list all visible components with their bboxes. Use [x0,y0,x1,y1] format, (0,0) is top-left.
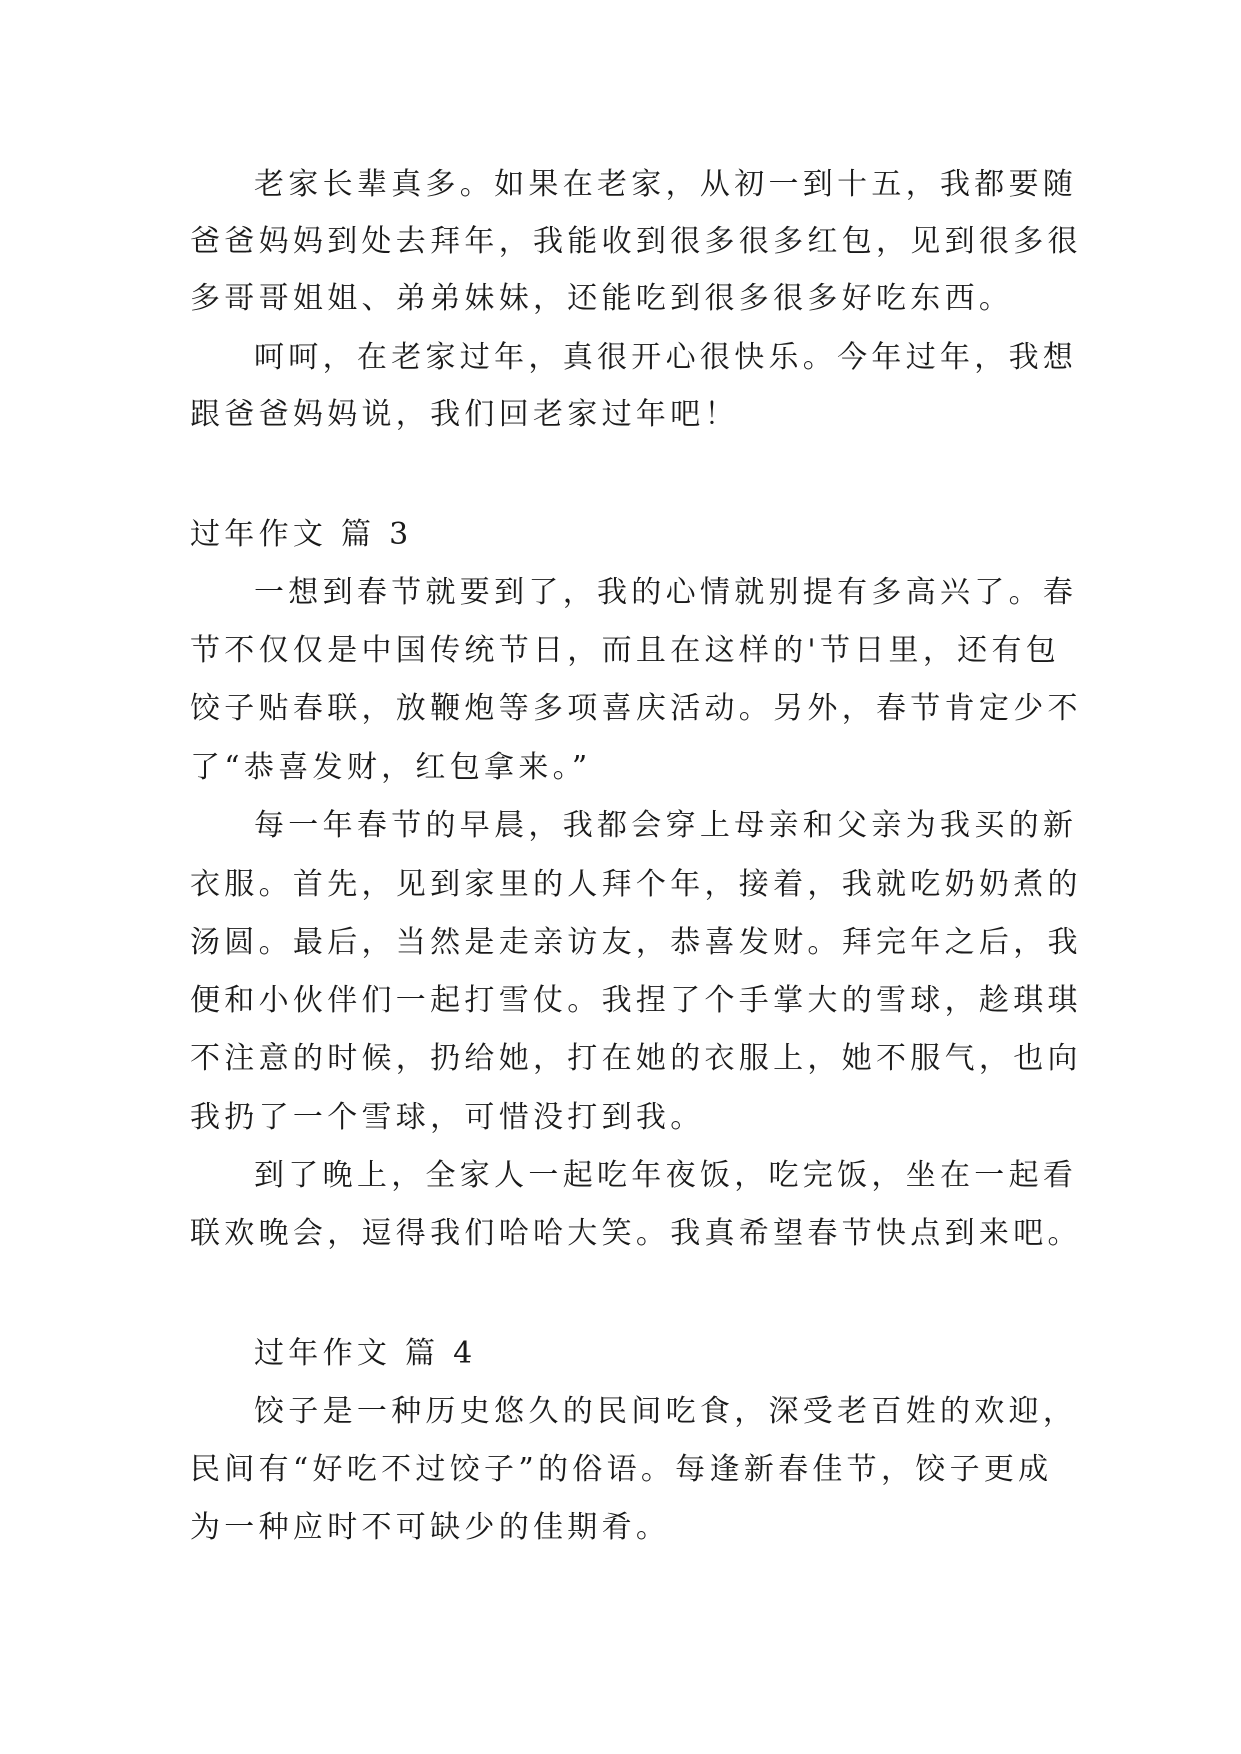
paragraph-line: 汤圆。最后，当然是走亲访友，恭喜发财。拜完年之后，我 [190,925,1082,960]
paragraph-line: 到了晚上，全家人一起吃年夜饭，吃完饭，坐在一起看 [254,1158,1078,1193]
paragraph-line: 老家长辈真多。如果在老家，从初一到十五，我都要随 [254,167,1078,202]
paragraph-line: 为一种应时不可缺少的佳期肴。 [190,1510,671,1545]
paragraph-line: 民间有“好吃不过饺子”的俗语。每逢新春佳节，饺子更成 [190,1452,1053,1487]
paragraph-line: 不注意的时候，扔给她，打在她的衣服上，她不服气，也向 [190,1041,1082,1076]
paragraph-line: 我扔了一个雪球，可惜没打到我。 [190,1100,705,1135]
paragraph-line: 节不仅仅是中国传统节日，而且在这样的'节日里，还有包 [190,633,1061,668]
paragraph-line: 呵呵，在老家过年，真很开心很快乐。今年过年，我想 [254,340,1078,375]
paragraph-line: 一想到春节就要到了，我的心情就别提有多高兴了。春 [254,575,1078,610]
paragraph-line: 跟爸爸妈妈说，我们回老家过年吧！ [190,397,739,432]
section-heading: 过年作文 篇 3 [190,517,413,552]
paragraph-line: 了“恭喜发财，红包拿来。” [190,750,592,785]
paragraph-line: 便和小伙伴们一起打雪仗。我捏了个手掌大的雪球，趁琪琪 [190,983,1082,1018]
section-heading: 过年作文 篇 4 [254,1336,477,1371]
paragraph-line: 多哥哥姐姐、弟弟妹妹，还能吃到很多很多好吃东西。 [190,281,1014,316]
paragraph-line: 联欢晚会，逗得我们哈哈大笑。我真希望春节快点到来吧。 [190,1216,1082,1251]
paragraph-line: 饺子是一种历史悠久的民间吃食，深受老百姓的欢迎， [254,1394,1078,1429]
paragraph-line: 爸爸妈妈到处去拜年，我能收到很多很多红包，见到很多很 [190,224,1082,259]
paragraph-line: 饺子贴春联，放鞭炮等多项喜庆活动。另外，春节肯定少不 [190,691,1082,726]
paragraph-line: 每一年春节的早晨，我都会穿上母亲和父亲为我买的新 [254,808,1078,843]
paragraph-line: 衣服。首先，见到家里的人拜个年，接着，我就吃奶奶煮的 [190,867,1082,902]
